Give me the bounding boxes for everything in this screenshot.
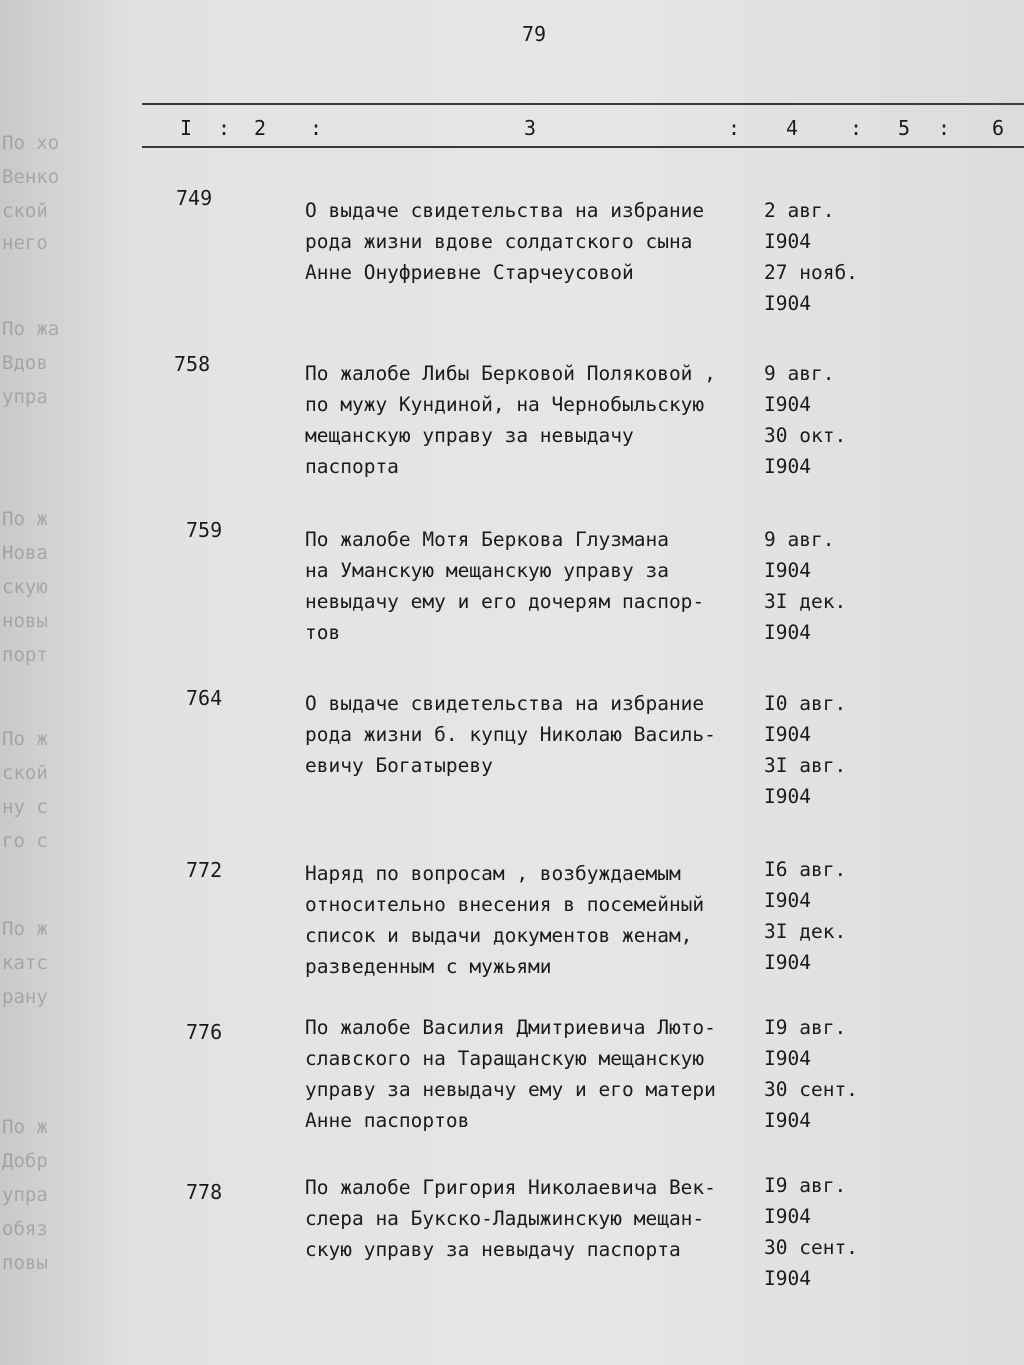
entry-dates	[764, 195, 894, 319]
entry-year-start: I904	[764, 889, 811, 912]
entry-title-line: по мужу Кундиной, на Чернобыльскую	[305, 393, 705, 416]
entry-year-end: I904	[764, 1267, 811, 1290]
column-separator: :	[728, 116, 741, 140]
bleed-line: По хо	[2, 132, 60, 154]
bleed-line: го с	[2, 830, 48, 852]
entry-title	[305, 1012, 775, 1136]
entry-dates	[764, 854, 894, 978]
page-number: 79	[522, 22, 547, 46]
entry-number: 749	[176, 186, 213, 210]
bleed-line: По ж	[2, 728, 48, 750]
entry-title	[305, 524, 775, 648]
column-separator: :	[310, 116, 323, 140]
entry-date-start: I9 авг.	[764, 1174, 847, 1197]
header-rule-bottom	[142, 146, 1024, 148]
entry-date-start: 2 авг.	[764, 199, 835, 222]
entry-title-line: слера на Букско-Ладыжинскую мещан-	[305, 1207, 705, 1230]
entry-dates	[764, 688, 894, 812]
entry-date-end: 30 сент.	[764, 1236, 858, 1259]
bleed-line: По ж	[2, 1116, 48, 1138]
entry-title-line: мещанскую управу за невыдачу	[305, 424, 634, 447]
entry-year-end: I904	[764, 621, 811, 644]
entry-date-end: 3I авг.	[764, 754, 847, 777]
entry-year-start: I904	[764, 1205, 811, 1228]
bleed-line: упра	[2, 386, 48, 408]
column-header-3: 3	[524, 116, 537, 140]
entry-number: 758	[174, 352, 211, 376]
entry-title-line: рода жизни б. купцу Николаю Василь-	[305, 723, 716, 746]
entry-number: 772	[186, 858, 223, 882]
column-header-4: 4	[786, 116, 799, 140]
entry-dates	[764, 524, 894, 648]
bleed-line: него	[2, 232, 48, 254]
column-separator: :	[218, 116, 231, 140]
entry-title-line: Анне паспортов	[305, 1109, 470, 1132]
entry-title-line: управу за невыдачу ему и его матери	[305, 1078, 716, 1101]
entry-title-line: О выдаче свидетельства на избрание	[305, 692, 705, 715]
entry-title-line: По жалобе Григория Николаевича Век-	[305, 1176, 716, 1199]
bleed-line: Венко	[2, 166, 60, 188]
bleed-line: По ж	[2, 918, 48, 940]
bleed-line: ну с	[2, 796, 48, 818]
entry-date-end: 30 окт.	[764, 424, 847, 447]
bleed-line: упра	[2, 1184, 48, 1206]
entry-date-end: 27 нояб.	[764, 261, 858, 284]
bleed-line: ской	[2, 762, 48, 784]
entry-year-start: I904	[764, 1047, 811, 1070]
entry-title-line: паспорта	[305, 455, 399, 478]
bleed-line: катс	[2, 952, 48, 974]
column-separator: :	[938, 116, 951, 140]
entry-date-start: I9 авг.	[764, 1016, 847, 1039]
entry-title-line: невыдачу ему и его дочерям паспор-	[305, 590, 705, 613]
entry-title	[305, 358, 775, 482]
entry-year-end: I904	[764, 785, 811, 808]
entry-title-line: на Уманскую мещанскую управу за	[305, 559, 669, 582]
entry-number: 778	[186, 1180, 223, 1204]
entry-number: 759	[186, 518, 223, 542]
entry-year-start: I904	[764, 723, 811, 746]
entry-title-line: относительно внесения в посемейный	[305, 893, 705, 916]
entry-year-end: I904	[764, 951, 811, 974]
entry-title-line: О выдаче свидетельства на избрание	[305, 199, 705, 222]
column-header-6: 6	[992, 116, 1005, 140]
bleed-line: скую	[2, 576, 48, 598]
bleed-line: Вдов	[2, 352, 48, 374]
entry-year-start: I904	[764, 393, 811, 416]
entry-title-line: По жалобе Либы Берковой Поляковой ,	[305, 362, 716, 385]
bleed-line: новы	[2, 610, 48, 632]
bleed-line: Нова	[2, 542, 48, 564]
entry-year-end: I904	[764, 455, 811, 478]
entry-title-line: По жалобе Мотя Беркова Глузмана	[305, 528, 669, 551]
entry-year-end: I904	[764, 1109, 811, 1132]
entry-date-end: 30 сент.	[764, 1078, 858, 1101]
entry-title	[305, 688, 775, 781]
bleed-line: ской	[2, 200, 48, 222]
entry-title	[305, 858, 775, 982]
entry-title	[305, 1172, 775, 1265]
entry-number: 764	[186, 686, 223, 710]
entry-year-end: I904	[764, 292, 811, 315]
entry-dates	[764, 358, 894, 482]
entry-title-line: славского на Таращанскую мещанскую	[305, 1047, 705, 1070]
bleed-line: По жа	[2, 318, 60, 340]
entry-dates	[764, 1012, 894, 1136]
bleed-line: порт	[2, 644, 48, 666]
column-separator: :	[850, 116, 863, 140]
entry-date-start: 9 авг.	[764, 362, 835, 385]
entry-date-end: 3I дек.	[764, 590, 847, 613]
bleed-line: повы	[2, 1252, 48, 1274]
entry-title-line: евичу Богатыреву	[305, 754, 493, 777]
entry-date-start: I6 авг.	[764, 858, 847, 881]
column-header-1: I	[180, 116, 193, 140]
bleed-line: обяз	[2, 1218, 48, 1240]
bleed-line: Добр	[2, 1150, 48, 1172]
entry-date-end: 3I дек.	[764, 920, 847, 943]
entry-dates	[764, 1170, 894, 1294]
entry-title-line: По жалобе Василия Дмитриевича Люто-	[305, 1016, 716, 1039]
column-header-5: 5	[898, 116, 911, 140]
entry-title-line: скую управу за невыдачу паспорта	[305, 1238, 681, 1261]
entry-title-line: разведенным с мужьями	[305, 955, 552, 978]
entry-number: 776	[186, 1020, 223, 1044]
entry-title-line: рода жизни вдове солдатского сына	[305, 230, 693, 253]
entry-title-line: список и выдачи документов женам,	[305, 924, 693, 947]
entry-date-start: 9 авг.	[764, 528, 835, 551]
bleed-line: рану	[2, 986, 48, 1008]
entry-title	[305, 195, 775, 288]
header-rule-top	[142, 103, 1024, 105]
entry-year-start: I904	[764, 230, 811, 253]
bleed-through-text	[0, 0, 90, 1365]
column-header-2: 2	[254, 116, 267, 140]
entry-title-line: тов	[305, 621, 341, 644]
bleed-line: По ж	[2, 508, 48, 530]
entry-year-start: I904	[764, 559, 811, 582]
entry-title-line: Наряд по вопросам , возбуждаемым	[305, 862, 681, 885]
entry-title-line: Анне Онуфриевне Старчеусовой	[305, 261, 634, 284]
entry-date-start: I0 авг.	[764, 692, 847, 715]
